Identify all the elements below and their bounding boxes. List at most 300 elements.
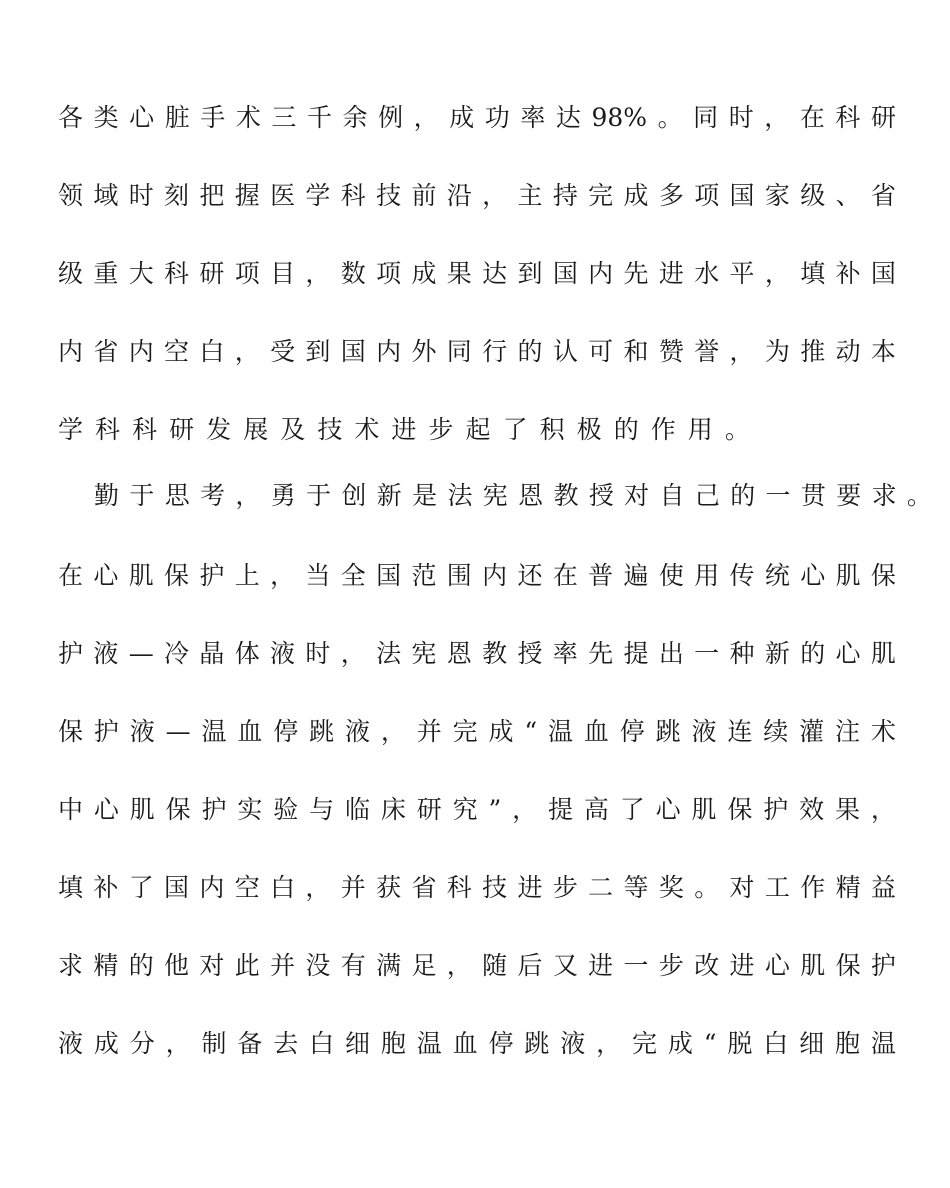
text-char: 保: [870, 561, 896, 590]
text-char: ，: [729, 337, 755, 366]
text-line: [0, 556, 950, 596]
text-char: 效: [799, 795, 825, 824]
text-char: 注: [835, 717, 861, 746]
text-char: 科: [446, 873, 472, 902]
text-char: 重: [93, 259, 119, 288]
text-char: 科: [132, 415, 158, 444]
text-char: 空: [164, 337, 190, 366]
text-char: 液: [270, 639, 296, 668]
text-char: 国: [164, 873, 190, 902]
text-char: 可: [588, 337, 614, 366]
text-char: 心: [835, 639, 861, 668]
text-char: 技: [376, 181, 402, 210]
text-char: 三: [271, 103, 297, 132]
text-char: 国: [376, 561, 402, 590]
text-char: 液: [691, 717, 717, 746]
text-char: 考: [200, 481, 226, 510]
text-char: 类: [93, 103, 119, 132]
text-char: 和: [623, 337, 649, 366]
text-char: 跳: [309, 717, 335, 746]
text-char: 温: [201, 717, 227, 746]
text-char: 及: [280, 415, 306, 444]
text-char: 法: [447, 481, 473, 510]
text-char: 足: [411, 951, 437, 980]
text-char: 科: [835, 103, 861, 132]
text-char: 完: [632, 1029, 658, 1058]
text-char: 肌: [835, 561, 861, 590]
text-char: 展: [243, 415, 269, 444]
text-char: 奖: [658, 873, 684, 902]
text-char: 把: [199, 181, 225, 210]
text-char: 并: [416, 717, 442, 746]
text-char: 技: [482, 873, 508, 902]
text-char: 积: [539, 415, 565, 444]
text-char: 己: [694, 481, 720, 510]
text-char: 保: [165, 795, 191, 824]
text-char: 科: [164, 259, 190, 288]
text-char: 血: [583, 717, 609, 746]
text-char: 内: [482, 561, 508, 590]
text-char: 出: [658, 639, 684, 668]
text-char: “: [703, 1029, 717, 1058]
text-char: 术: [235, 103, 261, 132]
text-char: 级: [800, 181, 826, 210]
text-char: 细: [799, 1029, 825, 1058]
text-char: 大: [128, 259, 154, 288]
text-char: 、: [835, 181, 861, 210]
text-char: ，: [235, 481, 261, 510]
text-char: 进: [658, 259, 684, 288]
text-char: 。: [724, 415, 750, 444]
text-char: 项: [376, 259, 402, 288]
text-char: 新: [764, 639, 790, 668]
text-char: 率: [552, 639, 578, 668]
text-char: 率: [520, 103, 546, 132]
text-char: 获: [376, 873, 402, 902]
text-char: 冷: [164, 639, 190, 668]
text-char: 发: [206, 415, 232, 444]
text-char: 项: [234, 259, 260, 288]
text-char: 省: [93, 337, 119, 366]
text-char: 赞: [658, 337, 684, 366]
text-char: 等: [623, 873, 649, 902]
text-char: —: [165, 717, 191, 746]
text-char: 果: [446, 259, 472, 288]
text-char: 白: [309, 1029, 335, 1058]
text-char: 。: [657, 103, 683, 132]
text-char: 补: [93, 873, 119, 902]
text-char: 法: [376, 639, 402, 668]
text-char: 心: [93, 795, 119, 824]
text-char: 温: [416, 1029, 442, 1058]
text-char: 血: [237, 717, 263, 746]
text-char: 多: [658, 181, 684, 210]
text-char: 教: [482, 639, 508, 668]
text-char: ，: [446, 951, 472, 980]
text-char: 肌: [129, 795, 155, 824]
text-char: 的: [730, 481, 756, 510]
text-char: 作: [800, 873, 826, 902]
text-char: 分: [129, 1029, 155, 1058]
text-char: 求: [871, 481, 897, 510]
text-char: 步: [552, 873, 578, 902]
text-char: 用: [687, 415, 713, 444]
text-char: ，: [305, 873, 331, 902]
text-char: 保: [58, 717, 84, 746]
text-line: [0, 476, 950, 516]
text-char: 肌: [128, 561, 154, 590]
text-char: 完: [588, 181, 614, 210]
text-char: 液: [58, 1029, 84, 1058]
text-char: 研: [870, 103, 896, 132]
text-char: 随: [482, 951, 508, 980]
text-char: 于: [129, 481, 155, 510]
text-char: 当: [305, 561, 331, 590]
text-char: 一: [694, 639, 720, 668]
text-char: 温: [870, 1029, 896, 1058]
text-char: 工: [764, 873, 790, 902]
text-char: 还: [517, 561, 543, 590]
text-char: 受: [270, 337, 296, 366]
text-char: 省: [411, 873, 437, 902]
text-char: 先: [623, 259, 649, 288]
text-char: ，: [870, 795, 896, 824]
text-char: 行: [482, 337, 508, 366]
text-char: 了: [619, 795, 645, 824]
text-char: 各: [58, 103, 84, 132]
text-char: 白: [763, 1029, 789, 1058]
text-char: 刻: [164, 181, 190, 210]
text-char: 自: [659, 481, 685, 510]
text-char: 胞: [835, 1029, 861, 1058]
text-char: 贯: [800, 481, 826, 510]
text-char: 保: [835, 951, 861, 980]
text-line: [0, 254, 950, 294]
text-char: 勤: [94, 481, 120, 510]
text-char: 肌: [800, 951, 826, 980]
text-char: 极: [576, 415, 602, 444]
text-line: [0, 868, 950, 908]
text-char: 进: [517, 873, 543, 902]
text-char: 沿: [446, 181, 472, 210]
text-char: ”: [488, 795, 502, 824]
text-char: 认: [552, 337, 578, 366]
text-char: 精: [93, 951, 119, 980]
text-char: 护: [58, 639, 84, 668]
text-char: 普: [588, 561, 614, 590]
text-char: 成: [667, 1029, 693, 1058]
text-char: 学: [305, 181, 331, 210]
text-line: [0, 634, 950, 674]
text-char: 精: [835, 873, 861, 902]
text-char: 护: [870, 951, 896, 980]
text-char: 成: [93, 1029, 119, 1058]
text-char: 。: [694, 873, 720, 902]
text-char: 进: [391, 415, 417, 444]
text-char: 晶: [199, 639, 225, 668]
text-char: 先: [588, 639, 614, 668]
text-char: 温: [548, 717, 574, 746]
text-char: 提: [623, 639, 649, 668]
text-char: 达: [482, 259, 508, 288]
text-char: —: [128, 639, 154, 668]
text-char: 空: [234, 873, 260, 902]
text-line: [0, 712, 950, 752]
text-char: 保: [164, 561, 190, 590]
text-char: 对: [199, 951, 225, 980]
text-char: ，: [482, 181, 508, 210]
text-char: ，: [340, 639, 366, 668]
text-char: 术: [354, 415, 380, 444]
text-char: 围: [446, 561, 472, 590]
text-char: 同: [693, 103, 719, 132]
text-char: 床: [380, 795, 406, 824]
text-char: 到: [305, 337, 331, 366]
text-char: 改: [694, 951, 720, 980]
text-char: 在: [58, 561, 84, 590]
text-char: 的: [800, 639, 826, 668]
text-char: 数: [340, 259, 366, 288]
text-char: 续: [763, 717, 789, 746]
text-char: 时: [128, 181, 154, 210]
text-char: 补: [835, 259, 861, 288]
text-char: 内: [199, 873, 225, 902]
text-char: 益: [870, 873, 896, 902]
text-char: 。: [906, 481, 932, 510]
text-char: 填: [58, 873, 84, 902]
text-char: 又: [552, 951, 578, 980]
text-char: 他: [164, 951, 190, 980]
text-char: 研: [199, 259, 225, 288]
text-char: ，: [380, 717, 406, 746]
text-char: 没: [305, 951, 331, 980]
text-char: 中: [58, 795, 84, 824]
text-char: 研: [416, 795, 442, 824]
text-char: 省: [870, 181, 896, 210]
text-char: 实: [237, 795, 263, 824]
text-char: 成: [449, 103, 475, 132]
text-char: 液: [344, 717, 370, 746]
text-char: 肌: [870, 639, 896, 668]
text-char: 研: [169, 415, 195, 444]
text-char: 宪: [482, 481, 508, 510]
text-char: 前: [411, 181, 437, 210]
text-char: 例: [378, 103, 404, 132]
text-char: 千: [306, 103, 332, 132]
text-char: 步: [428, 415, 454, 444]
text-char: 胞: [380, 1029, 406, 1058]
text-char: 后: [517, 951, 543, 980]
text-char: 护: [201, 795, 227, 824]
text-char: 级: [58, 259, 84, 288]
text-char: 此: [234, 951, 260, 980]
text-char: 目: [270, 259, 296, 288]
text-char: 家: [764, 181, 790, 210]
text-char: 心: [655, 795, 681, 824]
text-char: 护: [199, 561, 225, 590]
text-char: 细: [345, 1029, 371, 1058]
text-char: 持: [552, 181, 578, 210]
text-char: 对: [624, 481, 650, 510]
text-char: 平: [729, 259, 755, 288]
text-char: 连: [727, 717, 753, 746]
text-char: 新: [376, 481, 402, 510]
text-char: 进: [588, 951, 614, 980]
text-char: 体: [234, 639, 260, 668]
text-char: ，: [234, 337, 260, 366]
text-char: 授: [517, 639, 543, 668]
text-char: 肌: [691, 795, 717, 824]
text-line: [0, 410, 950, 450]
text-char: 求: [58, 951, 84, 980]
text-char: 学: [58, 415, 84, 444]
text-char: 对: [729, 873, 755, 902]
text-char: 验: [273, 795, 299, 824]
text-char: 在: [799, 103, 825, 132]
text-char: 停: [273, 717, 299, 746]
text-char: 在: [552, 561, 578, 590]
text-char: 去: [273, 1029, 299, 1058]
text-char: 进: [729, 951, 755, 980]
text-char: 同: [446, 337, 472, 366]
text-char: 手: [200, 103, 226, 132]
text-char: 国: [729, 181, 755, 210]
text-char: 临: [345, 795, 371, 824]
text-char: 完: [452, 717, 478, 746]
text-char: 灌: [799, 717, 825, 746]
text-char: 技: [317, 415, 343, 444]
text-char: 白: [270, 873, 296, 902]
text-line: [0, 332, 950, 372]
text-char: 提: [548, 795, 574, 824]
text-line: [0, 946, 950, 986]
text-char: 时: [305, 639, 331, 668]
text-char: 备: [237, 1029, 263, 1058]
text-char: 科: [95, 415, 121, 444]
text-char: 一: [765, 481, 791, 510]
text-char: 护: [93, 717, 119, 746]
text-char: 功: [484, 103, 510, 132]
text-char: 科: [340, 181, 366, 210]
text-char: 一: [623, 951, 649, 980]
text-char: 是: [412, 481, 438, 510]
text-char: 填: [800, 259, 826, 288]
text-char: ，: [764, 259, 790, 288]
text-char: 种: [729, 639, 755, 668]
text-char: 的: [128, 951, 154, 980]
text-char: 与: [309, 795, 335, 824]
text-char: 停: [619, 717, 645, 746]
text-char: 心: [800, 561, 826, 590]
text-char: 于: [306, 481, 332, 510]
text-char: 宪: [411, 639, 437, 668]
text-char: 推: [800, 337, 826, 366]
text-char: 为: [764, 337, 790, 366]
text-char: 恩: [446, 639, 472, 668]
text-char: 心: [93, 561, 119, 590]
text-char: 誉: [694, 337, 720, 366]
text-char: 跳: [524, 1029, 550, 1058]
text-char: 跳: [655, 717, 681, 746]
text-char: 遍: [623, 561, 649, 590]
text-line: [0, 98, 950, 138]
text-char: 脱: [727, 1029, 753, 1058]
text-char: 术: [870, 717, 896, 746]
text-char: 并: [270, 951, 296, 980]
text-char: 有: [340, 951, 366, 980]
text-char: 域: [93, 181, 119, 210]
text-char: 制: [201, 1029, 227, 1058]
text-char: 国: [552, 259, 578, 288]
text-char: 的: [613, 415, 639, 444]
text-char: 教: [553, 481, 579, 510]
text-char: 脏: [164, 103, 190, 132]
text-char: 内: [58, 337, 84, 366]
text-char: ，: [512, 795, 538, 824]
text-char: 了: [128, 873, 154, 902]
text-char: ，: [165, 1029, 191, 1058]
text-line: [0, 790, 950, 830]
text-char: 恩: [518, 481, 544, 510]
text-char: 勇: [270, 481, 296, 510]
text-char: 究: [452, 795, 478, 824]
text-char: ，: [764, 103, 790, 132]
text-char: 主: [517, 181, 543, 210]
text-char: 外: [411, 337, 437, 366]
text-char: 的: [517, 337, 543, 366]
text-char: 水: [694, 259, 720, 288]
text-char: 本: [870, 337, 896, 366]
text-char: 到: [517, 259, 543, 288]
text-char: 98%: [591, 103, 648, 132]
text-char: 传: [729, 561, 755, 590]
text-char: 白: [199, 337, 225, 366]
text-char: 达: [555, 103, 581, 132]
text-char: 国: [870, 259, 896, 288]
text-char: 满: [376, 951, 402, 980]
text-char: 国: [340, 337, 366, 366]
text-char: 成: [411, 259, 437, 288]
text-char: 用: [694, 561, 720, 590]
text-char: 内: [588, 259, 614, 288]
text-char: 成: [488, 717, 514, 746]
text-char: 范: [411, 561, 437, 590]
text-char: 时: [728, 103, 754, 132]
text-char: “: [524, 717, 538, 746]
text-char: ，: [413, 103, 439, 132]
text-char: 医: [270, 181, 296, 210]
text-char: 要: [836, 481, 862, 510]
text-char: 使: [658, 561, 684, 590]
text-char: ，: [305, 259, 331, 288]
text-char: 心: [764, 951, 790, 980]
text-char: 保: [727, 795, 753, 824]
text-char: 并: [340, 873, 366, 902]
text-char: 内: [376, 337, 402, 366]
text-char: 握: [234, 181, 260, 210]
text-char: 二: [588, 873, 614, 902]
text-char: 心: [129, 103, 155, 132]
text-char: 内: [128, 337, 154, 366]
text-char: 高: [583, 795, 609, 824]
text-char: 项: [694, 181, 720, 210]
text-char: 上: [234, 561, 260, 590]
text-char: 了: [502, 415, 528, 444]
text-char: 授: [588, 481, 614, 510]
text-char: 液: [93, 639, 119, 668]
text-char: 护: [763, 795, 789, 824]
text-char: 液: [129, 717, 155, 746]
